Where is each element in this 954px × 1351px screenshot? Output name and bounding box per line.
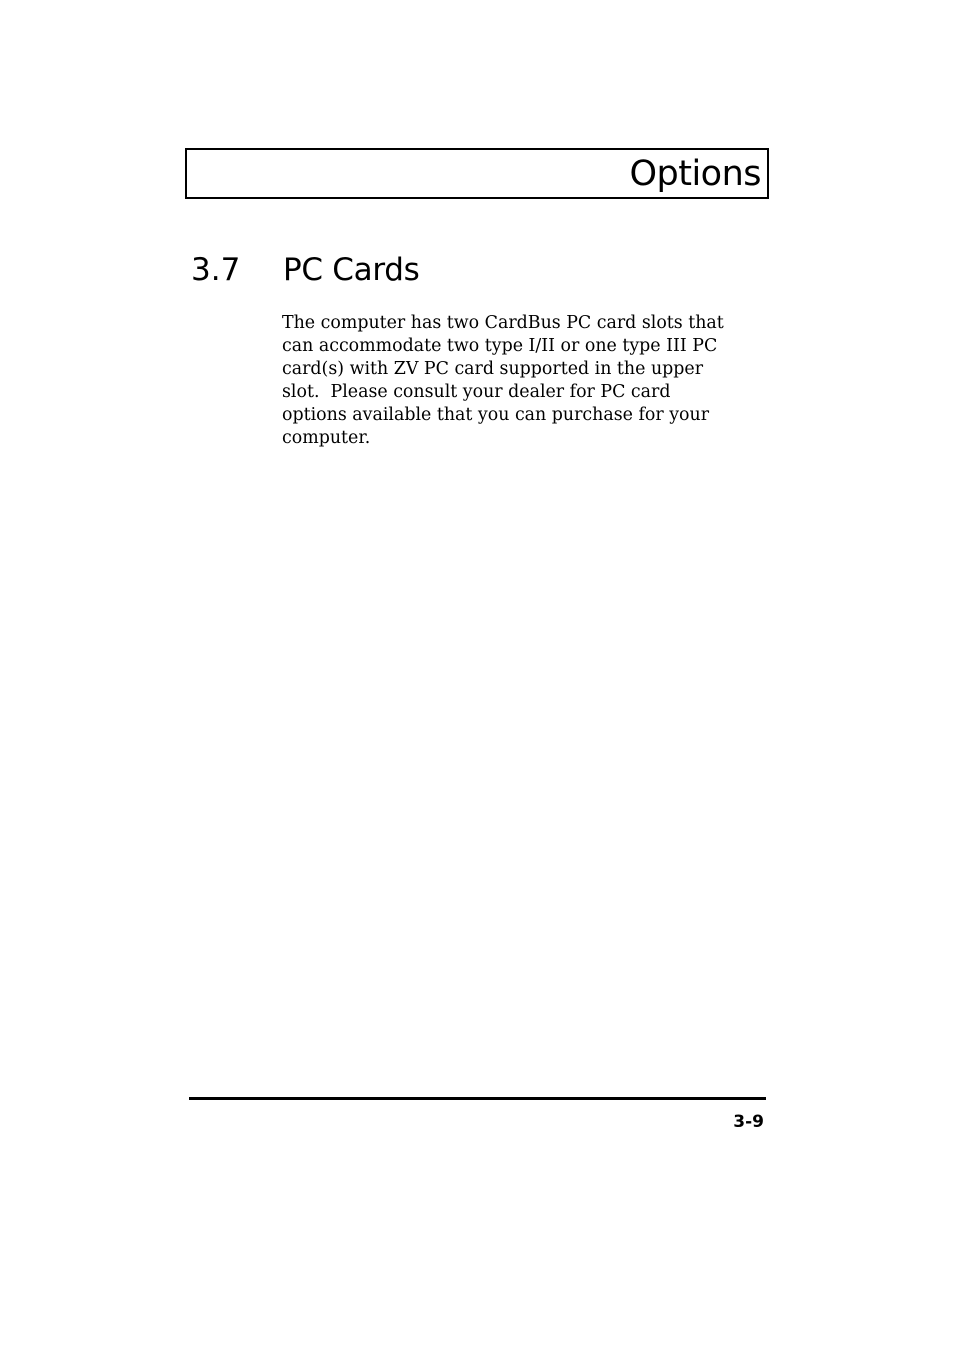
body-line: card(s) with ZV PC card supported in the upper	[282, 359, 704, 379]
body-paragraph	[282, 312, 760, 450]
footer-rule	[189, 1097, 766, 1100]
body-line: options available that you can purchase for your	[282, 405, 710, 425]
section-title: PC Cards	[283, 252, 420, 288]
page-number: 3-9	[733, 1112, 764, 1132]
body-line: The computer has two CardBus PC card slots that	[282, 313, 724, 333]
body-line: slot. Please consult your dealer for PC card	[282, 382, 671, 402]
chapter-title: Options	[629, 154, 761, 194]
section-number: 3.7	[191, 252, 241, 288]
chapter-header-box	[185, 148, 769, 199]
body-line: can accommodate two type I/II or one type III PC	[282, 336, 718, 356]
body-line: computer.	[282, 428, 371, 448]
